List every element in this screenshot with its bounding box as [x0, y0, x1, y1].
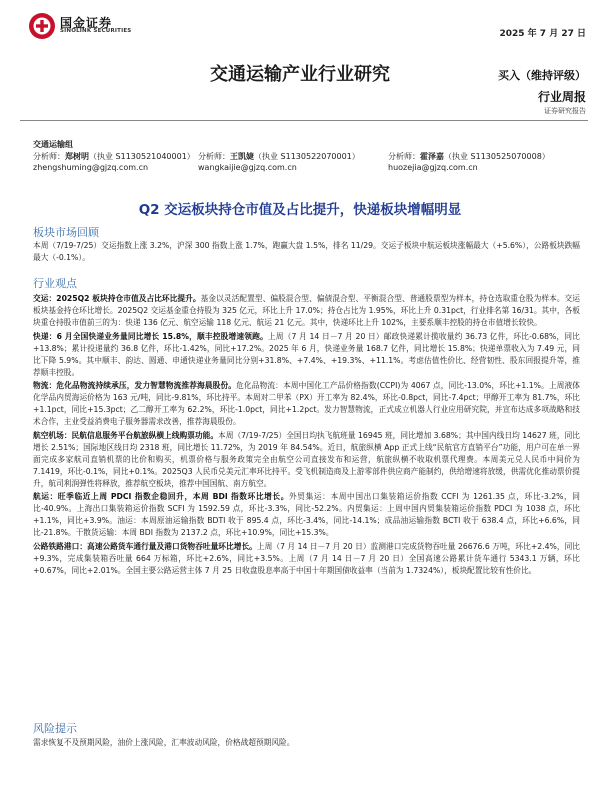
risk-paragraph: 需求恢复不及预期风险，油价上涨风险，汇率波动风险，价格战超预期风险。	[33, 738, 295, 747]
view-paragraph-transport	[33, 293, 580, 329]
logo-en-text: SINOLINK SECURITIES	[60, 28, 132, 35]
paragraph-body: 基金以灵活配置型、偏股混合型、偏债混合型、平衡混合型、普通股票型为样本，持仓选取重仓股为样本。交运板块基金持仓环比增长。2025Q2 交运基金重仓持股为 325 亿元，环比上升 17.0%；持仓占比为 1.95%，环比上升 0.31pct，行业排名第 16/31。其中，各板块重仓持股市值前三的为：快递 136 亿元、航空运输 118 亿元、航运 21 亿元。其中，快递环比上升 102%，主要系顺丰控股的持仓市值增长较快。	[33, 294, 580, 327]
paragraph-lead: 交运：2025Q2 板块持仓市值及占比环比提升。	[33, 294, 201, 303]
analyst-2	[198, 151, 388, 163]
analyst-license: （执业 S1130525070008）	[444, 151, 550, 161]
analyst-prefix: 分析师：	[388, 151, 420, 161]
analyst-license: （执业 S1130522070001）	[254, 151, 360, 161]
market-review-text	[33, 240, 580, 266]
analyst-email[interactable]: zhengshuming@gjzq.com.cn	[33, 163, 149, 172]
report-subtype: 证券研究报告	[544, 107, 586, 115]
view-paragraph-logistics	[33, 380, 580, 428]
view-paragraph-aviation	[33, 430, 580, 490]
market-review-paragraph: 本周（7/19-7/25）交运指数上涨 3.2%，沪深 300 指数上涨 1.7%，跑赢大盘 1.5%，排名 11/29。交运子板块中航运板块涨幅最大（+5.6%），公路板块跌幅最大（-0.1%）。	[33, 241, 580, 262]
analyst-prefix: 分析师：	[198, 151, 230, 161]
report-headline: Q2 交运板块持仓市值及占比提升，快递板块增幅明显	[138, 202, 462, 218]
view-paragraph-express	[33, 331, 580, 379]
analyst-1	[33, 151, 198, 163]
analyst-block	[33, 139, 581, 174]
sinolink-logo-icon	[28, 12, 56, 40]
view-paragraph-shipping	[33, 491, 580, 539]
analyst-name: 王凯婕	[230, 151, 254, 161]
analyst-name: 霍泽嘉	[420, 151, 444, 161]
section-heading-market: 板块市场回顾	[33, 226, 99, 239]
analyst-prefix: 分析师：	[33, 151, 65, 161]
report-date: 2025 年 7 月 27 日	[499, 29, 586, 39]
paragraph-lead: 公路铁路港口：高速公路货车通行量及港口货物吞吐量环比增长。	[33, 541, 257, 551]
sinolink-logo	[28, 12, 131, 40]
paragraph-lead: 物流：危化品物流持续承压，发力智慧物流推荐海晨股份。	[33, 381, 237, 391]
logo-cn-text: 国金证券	[60, 15, 113, 30]
paragraph-lead: 快递：6 月全国快递业务量同比增长 15.8%，顺丰控股增速领跑。	[33, 331, 268, 341]
analyst-email[interactable]: wangkaijie@gjzq.com.cn	[198, 163, 297, 172]
page-title: 交通运输产业行业研究	[210, 64, 390, 85]
paragraph-body: 本周（7/19-7/25）全国日均执飞航班量 16945 班，同比增加 3.68%；其中国内线日均 14627 班，同比增长 2.51%；国际地区线日均 2318 班，同比增长 11.72%，为 2019 年 84.54%。近日，航旅纵横 App 正式上线“民航官方直销平台”功能，用户可在单一界面完成多家航司直销机票的比价和购买，机票价格与服务政策完全由航空公司直接发布和运营，航旅纵横不收取机票代理费。本周美元兑人民币中间价为 7.1419，环比-0.1%，同比+0.1%。2025Q3 人民币兑美元汇率环比持平。受飞机制造商及上游零部件供应商产能制约，供给增速将放缓，供需优化推动票价提升，航司利润弹性将释放，推荐航空板块，推荐中国国航、南方航空。	[33, 430, 580, 488]
paragraph-body: 危化品物流：本周中国化工产品价格指数(CCPI)为 4067 点，同比-13.0%，环比+1.1%。上周液体化学品内贸海运价格为 163 元/吨，同比-9.81%，环比持平。本周对二甲苯（PX）开工率为 82.4%，环比-0.8pct，同比-7.4pct；甲醇开工率为 81.7%，环比+1.1pct，同比+15.3pct；乙二醇开工率为 62.2%，环比-1.0pct，同比+1.2pct。发力智慧物流，正式成立机器人行业应用研究院，并宣布达成多项战略和技术合作，主业受益消费电子服务器需求改善，推荐海晨股份。	[33, 381, 580, 427]
risk-text	[33, 737, 580, 751]
section-heading-view: 行业观点	[33, 277, 77, 290]
analyst-email[interactable]: huozejia@gjzq.com.cn	[388, 163, 478, 172]
analyst-emails-row	[33, 162, 581, 174]
paragraph-body: 外贸集运：本周中国出口集装箱运价指数 CCFI 为 1261.35 点，环比-3.2%，同比-40.9%。上海出口集装箱运价指数 SCFI 为 1592.59 点，环比-3.3%，同比-52.2%。内贸集运：上周中国内贸集装箱运价指数 PDCI 为 1038 点，环比+1.1%，同比+3.9%。油运：本周原油运输指数 BDTI 收于 895.4 点，环比-3.4%，同比-14.1%；成品油运输指数 BCTI 收于 638.4 点，环比+6.6%，同比-21.8%。干散货运输：本周 BDI 指数为 2137.2 点，环比+10.9%，同比+15.3%。	[33, 492, 580, 538]
view-paragraph-highway-rail-port	[33, 541, 580, 577]
paragraph-lead: 航运：旺季临近上周 PDCI 指数企稳回升，本周 BDI 指数环比增长。	[33, 492, 290, 502]
paragraph-lead: 航空机场：民航信息服务平台航旅纵横上线购票功能。	[33, 430, 219, 440]
analyst-3	[388, 151, 578, 163]
header-divider	[20, 120, 588, 121]
report-type: 行业周报	[537, 90, 586, 104]
paragraph-body: 上周（7 月 14 日－7 月 20 日）邮政快递累计揽收量约 36.73 亿件，环比-0.68%，同比+13.8%；累计投递量约 36.8 亿件，环比-1.42%，同比+17.2%。2025 年 6 月，快递业务量 168.7 亿件，同比增长 15.8%；快递单票收入为 7.49 元，同比下降 5.9%。其中顺丰、韵达、圆通、申通快递业务量同比分别+31.8%、+7.4%、+19.3%、+11.1%。考虑估值性价比、经营韧性、股东回报提升等，推荐顺丰控股。	[33, 331, 580, 377]
analyst-names-row	[33, 151, 581, 163]
section-heading-risk: 风险提示	[33, 722, 77, 735]
analyst-license: （执业 S1130521040001）	[89, 151, 195, 161]
analyst-name: 郑树明	[65, 151, 89, 161]
paragraph-body: 上周（7 月 14 日－7 月 20 日）监测港口完成货物吞吐量 26676.6 万吨，环比+2.4%，同比+9.3%，完成集装箱吞吐量 664 万标箱，环比+2.6%，同比+3.5%。上周（7 月 14 日－7 月 20 日）全国高速公路累计货车通行 5343.1 万辆，环比+0.67%，同比+2.01%。全国主要公路运营主体 7 月 25 日收盘股息率高于中国十年期国债收益率（当前为 1.7324%），板块配置比较有性价比。	[33, 541, 580, 575]
industry-view-text	[33, 293, 580, 579]
rating-label: 买入（维持评级）	[498, 69, 586, 82]
analyst-group: 交通运输组	[33, 140, 73, 149]
